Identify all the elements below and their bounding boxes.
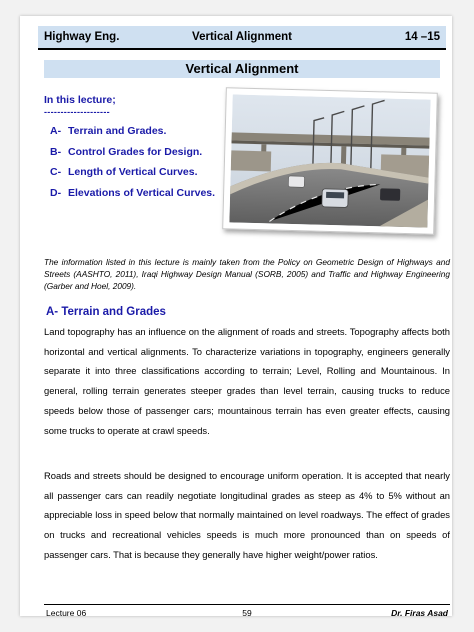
header-year: 14 –15 bbox=[404, 31, 440, 43]
outline-item-text: Terrain and Grades. bbox=[68, 125, 167, 137]
page-number: 59 bbox=[242, 608, 252, 618]
lecture-outline bbox=[44, 94, 234, 203]
header-topic: Vertical Alignment bbox=[192, 31, 292, 43]
lecture-outline-list bbox=[44, 121, 234, 203]
section-heading: A- Terrain and Grades bbox=[46, 306, 166, 318]
outline-item-text: Control Grades for Design. bbox=[68, 145, 203, 158]
outline-item-text: Elevations of Vertical Curves. bbox=[68, 186, 216, 199]
footer-lecture: Lecture 06 bbox=[46, 608, 87, 618]
paragraph-terrain: Land topography has an influence on the alignment of roads and streets. Topography affects both horizontal and vertical alignments. To characterize variations in topography, engineers generally separate it into three classifications according to terrain; Level, Rolling and Mountainous. In general, rolling terrain generates steeper grades than level terrain, causing trucks to reduce speeds below those of passenger cars; mountainous terrain has even greater effects, causing some trucks to operate at crawl speeds. bbox=[44, 326, 450, 436]
lecture-outline-item bbox=[44, 183, 234, 204]
page-footer bbox=[46, 608, 448, 620]
outline-item-letter: C- bbox=[50, 166, 62, 178]
footer-author: Dr. Firas Asad bbox=[391, 608, 448, 618]
page-title: Vertical Alignment bbox=[44, 60, 440, 78]
lecture-outline-item bbox=[44, 142, 234, 163]
highway-overpass-photo-icon bbox=[229, 94, 430, 227]
footer-divider bbox=[44, 604, 450, 605]
document-page bbox=[20, 16, 452, 616]
highway-photo bbox=[222, 87, 438, 235]
intro-note: The information listed in this lecture is mainly taken from the Policy on Geometric Design of Highways and Streets (AASHTO, 2011), Iraqi Highway Design Manual (SORB, 2005) and Traffic and Highway Engineering (Garber and Hoel, 2009). bbox=[44, 257, 450, 291]
outline-item-letter: A- bbox=[50, 125, 62, 137]
outline-item-text: Length of Vertical Curves. bbox=[68, 166, 198, 178]
lecture-outline-item bbox=[44, 121, 234, 142]
lecture-outline-item bbox=[44, 162, 234, 183]
outline-item-letter: D- bbox=[50, 186, 62, 199]
page-header bbox=[38, 26, 446, 50]
lecture-outline-heading: In this lecture; bbox=[44, 94, 116, 106]
lecture-outline-divider: -------------------- bbox=[44, 107, 110, 117]
header-course: Highway Eng. bbox=[44, 31, 120, 43]
paragraph-grades: Roads and streets should be designed to encourage uniform operation. It is accepted that nearly all passenger cars can readily negotiate longitudinal grades as steep as 4% to 5% without an appreciable loss in speed below that normally maintained on level roadways. The effect of grades on trucks and recreational vehicles speeds is much more pronounced than on speeds of passenger cars. That is because they generally have higher weight/power ratios. bbox=[44, 470, 450, 560]
outline-item-letter: B- bbox=[50, 145, 62, 158]
